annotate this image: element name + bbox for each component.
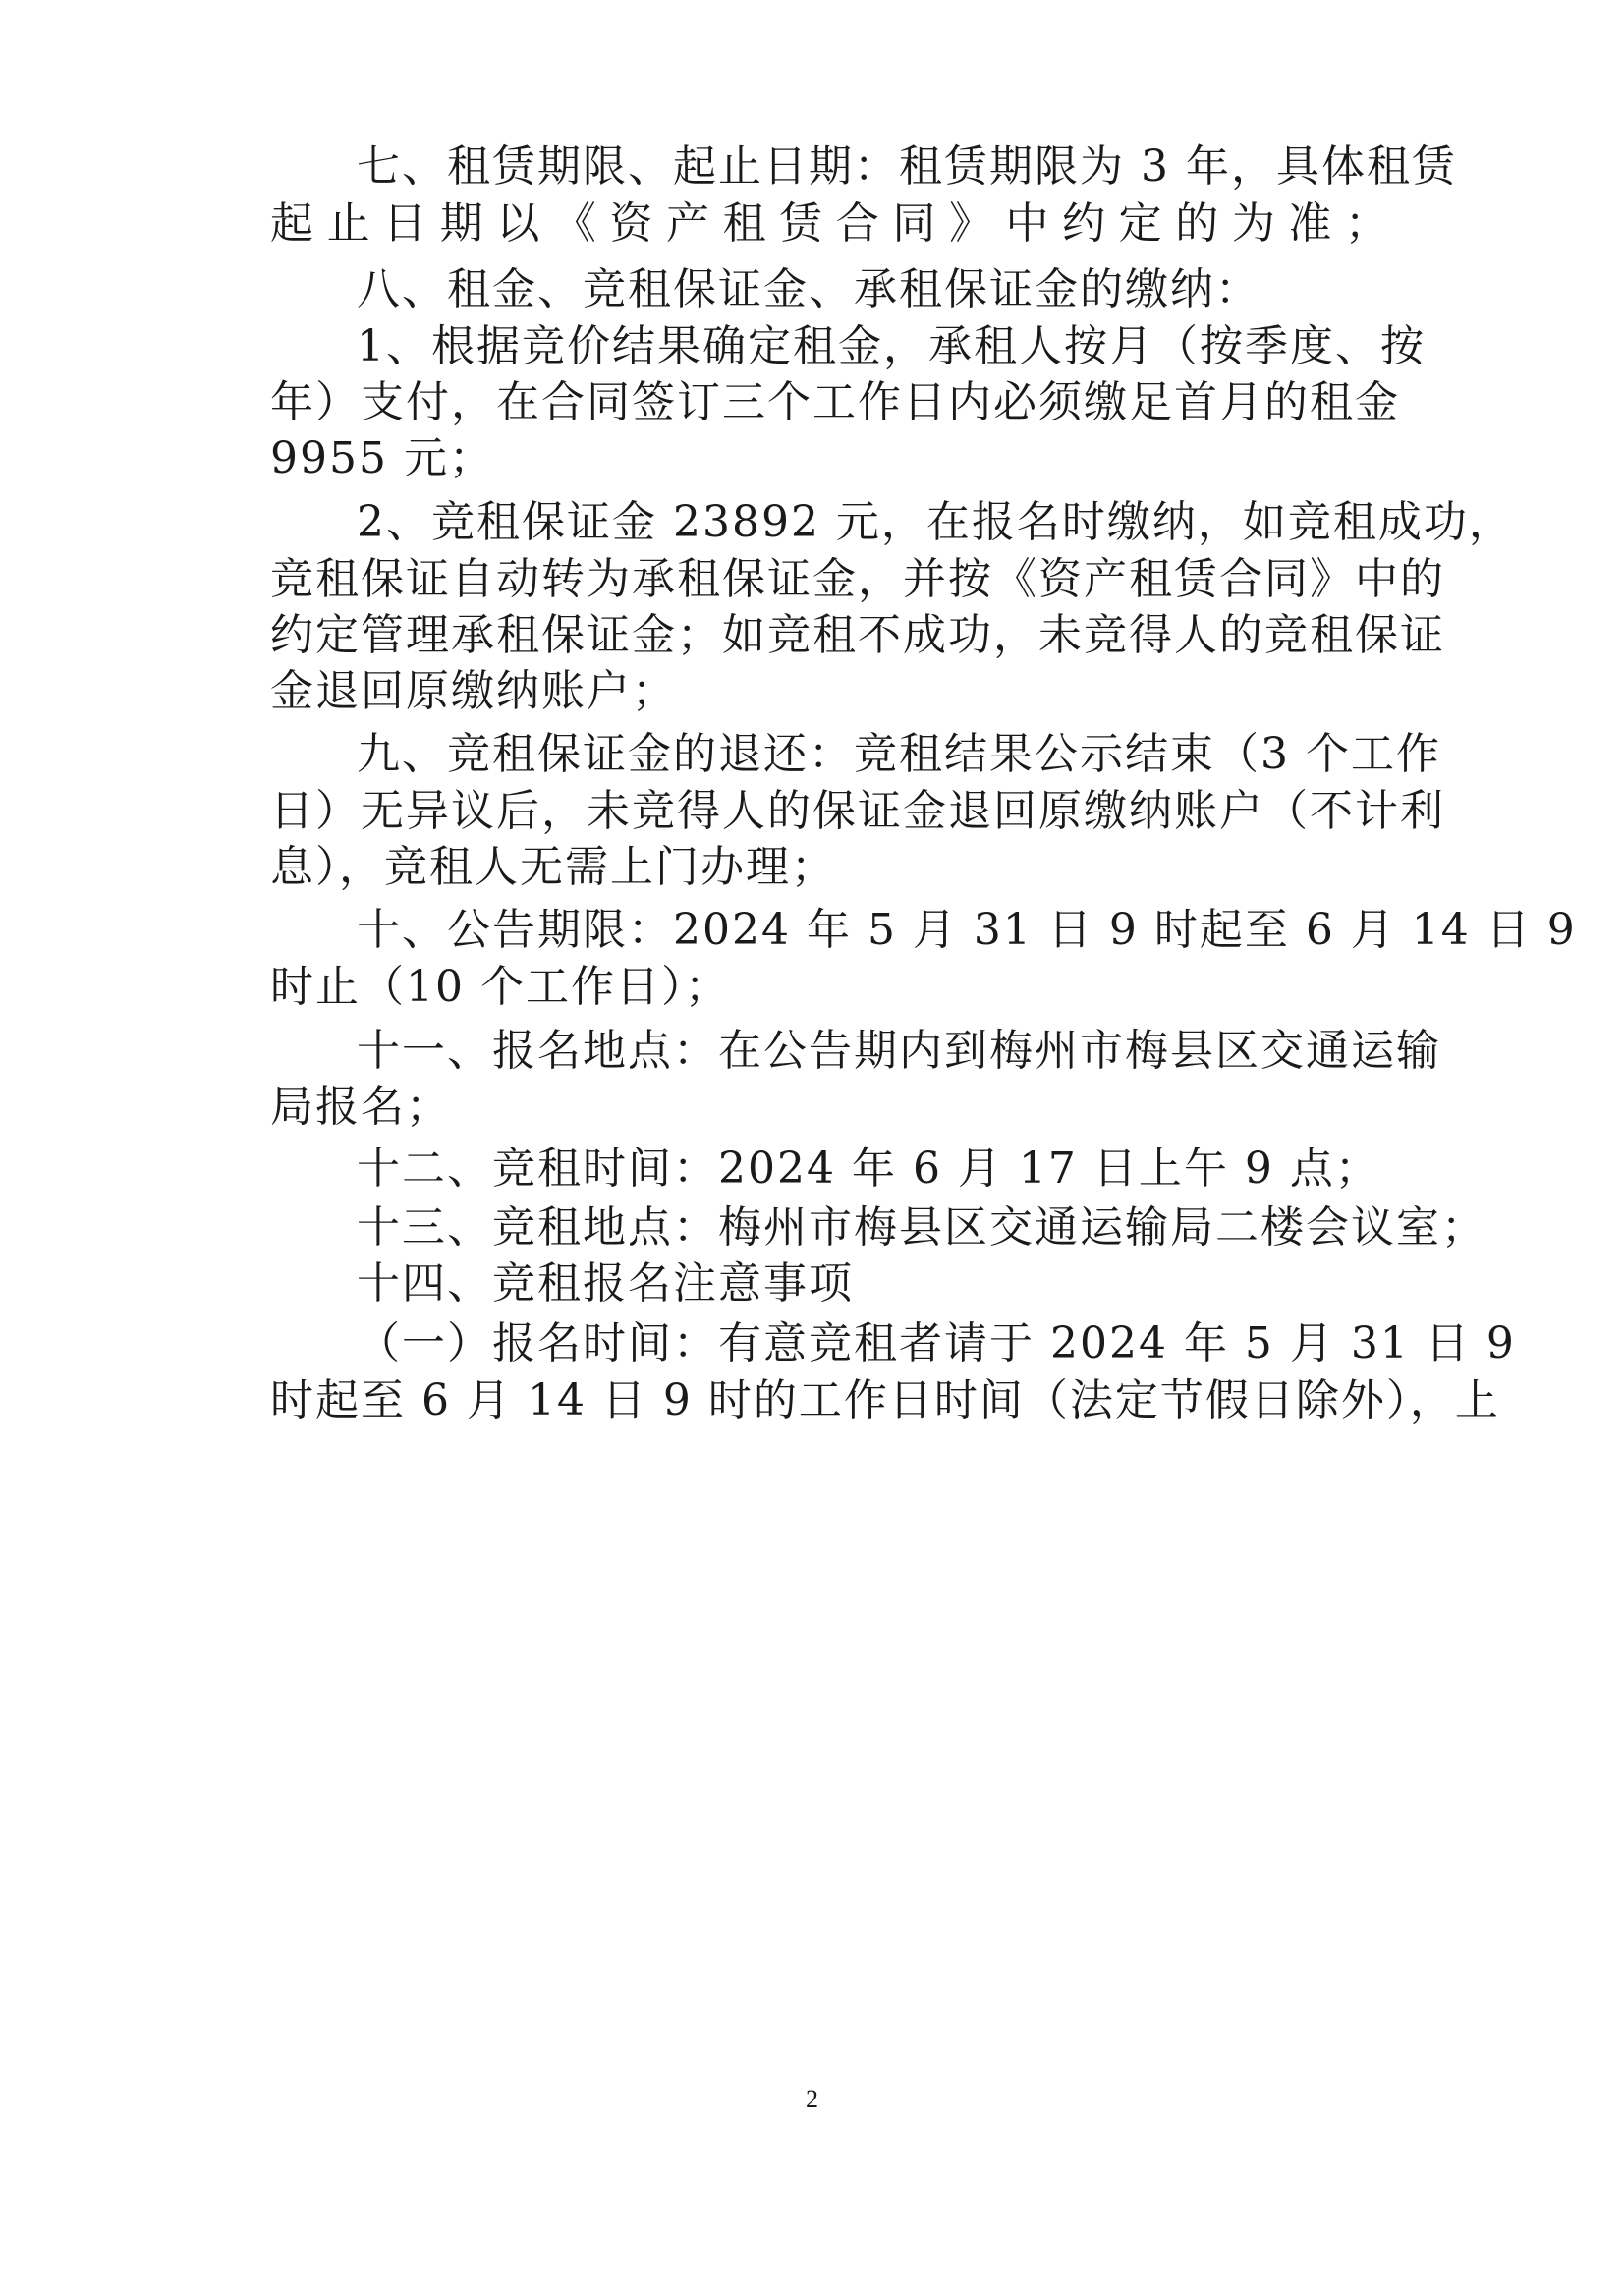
text-line: 十、公告期限：2024 年 5 月 31 日 9 时起至 6 月 14 日 9 [357,905,1577,955]
text-line: 十一、报名地点：在公告期内到梅州市梅县区交通运输 [357,1026,1441,1076]
text-line: 局报名； [270,1082,451,1132]
text-line: 竞租保证自动转为承租保证金，并按《资产租赁合同》中的 [270,554,1445,604]
text-line: 起止日期以《资产租赁合同》中约定的为准； [270,198,1390,249]
text-line: （一）报名时间：有意竞租者请于 2024 年 5 月 31 日 9 [357,1318,1516,1369]
text-line: 息），竞租人无需上门办理； [270,842,836,892]
page-number: 2 [806,2085,818,2113]
text-line: 时止（10 个工作日）； [270,962,730,1012]
text-line: 十三、竞租地点：梅州市梅县区交通运输局二楼会议室； [357,1203,1486,1253]
text-line: 七、租赁期限、起止日期：租赁期限为 3 年，具体租赁 [357,141,1457,192]
text-line: 九、竞租保证金的退还：竞租结果公示结束（3 个工作 [357,729,1441,779]
text-line: 2、竞租保证金 23892 元，在报名时缴纳，如竞租成功， [357,497,1514,547]
text-line: 十二、竞租时间：2024 年 6 月 17 日上午 9 点； [357,1144,1380,1194]
text-line: 日）无异议后，未竞得人的保证金退回原缴纳账户（不计利 [270,786,1445,836]
text-line: 约定管理承租保证金；如竞租不成功，未竞得人的竞租保证 [270,610,1445,660]
text-line: 十四、竞租报名注意事项 [357,1259,854,1309]
text-line: 1、根据竞价结果确定租金，承租人按月（按季度、按 [357,321,1426,371]
text-line: 时起至 6 月 14 日 9 时的工作日时间（法定节假日除外），上 [270,1375,1500,1426]
text-line: 年）支付，在合同签订三个工作日内必须缴足首月的租金 [270,377,1400,427]
text-line: 八、租金、竞租保证金、承租保证金的缴纳： [357,264,1260,314]
text-line: 9955 元； [270,433,494,483]
text-line: 金退回原缴纳账户； [270,666,677,716]
